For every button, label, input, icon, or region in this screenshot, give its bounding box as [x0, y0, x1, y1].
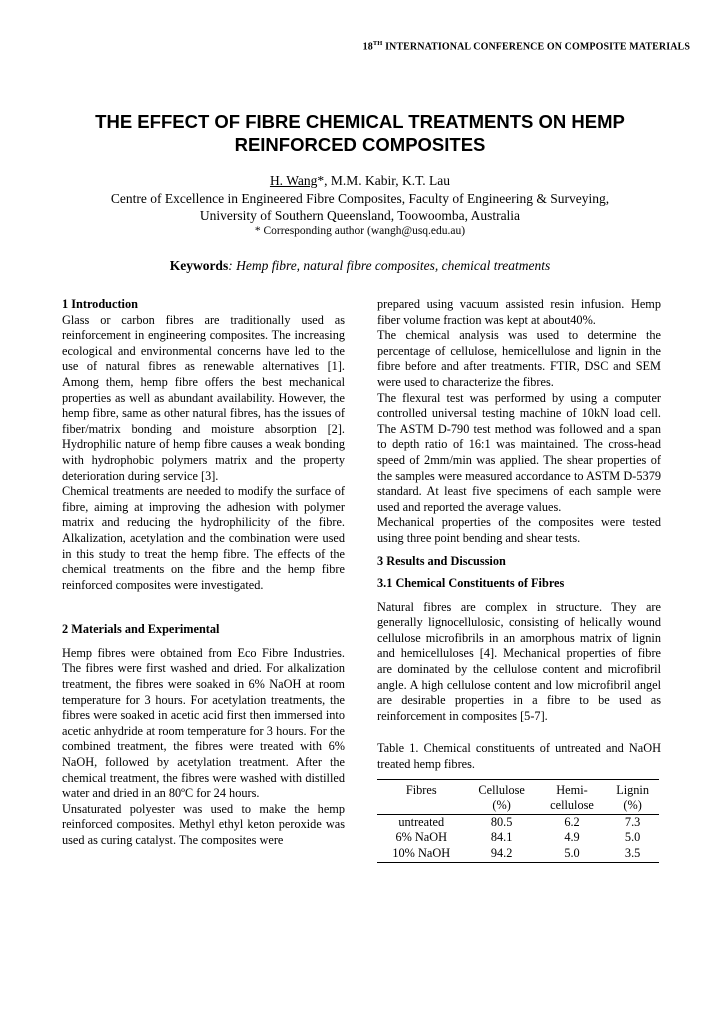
methods-paragraph-1: prepared using vacuum assisted resin infusion. Hemp fiber volume fraction was kept at about40%. [377, 297, 661, 327]
affiliation [40, 190, 680, 224]
table-header-cell: cellulose [538, 798, 606, 814]
left-column [62, 297, 345, 849]
methods-paragraph-2: The chemical analysis was used to determine the percentage of cellulose, hemicellulose and lignin in the fibre before and after treatments. FTIR, DSC and SEM were used to characterize the fibres. [377, 328, 661, 389]
materials-paragraph-1: Hemp fibres were obtained from Eco Fibre Industries. The fibres were first washed and dried. For alkalization treatment, the fibres were soaked in 6% NaOH at room temperature for 3 hours. For acetylation treatments, the fibres were soaked in acetic acid first then immersed into acetic anhydride at room temperature for 3 hours. For the combined treatment, the fibres were treated with 6% NaOH, followed by acetylation treatment. After the chemical treatment, the fibres were washed with distilled water and dried in an 80ºC for 24 hours. [62, 645, 345, 801]
table-row [377, 814, 659, 830]
constituents-table [377, 779, 659, 863]
intro-paragraph-2: Chemical treatments are needed to modify the surface of fibre, aiming at improving the adhesion with polymer matrix and reducing the hydrophilicity of the fibre. Alkalization, acetylation and the combination were used in this study to treat the hemp fibre. The effects of the chemical treatments on the fibre and the hemp fibre reinforced composites were investigated. [62, 484, 345, 592]
affiliation-line-1: Centre of Excellence in Engineered Fibre Composites, Faculty of Engineering & Surveying, [110, 191, 610, 206]
other-authors: *, M.M. Kabir, K.T. Lau [317, 173, 451, 188]
table-caption: Table 1. Chemical constituents of untreated and NaOH treated hemp fibres. [377, 741, 661, 772]
table-cell: 94.2 [465, 846, 537, 862]
results-subheading: 3.1 Chemical Constituents of Fibres [377, 576, 565, 591]
table-header-cell [377, 798, 465, 814]
title-line-1: THE EFFECT OF FIBRE CHEMICAL TREATMENTS ON HEMP [95, 111, 625, 132]
table-cell: 80.5 [490, 814, 513, 829]
header-number: 18 [362, 41, 373, 53]
table-cell: 5.0 [538, 846, 606, 862]
table-row [377, 830, 659, 846]
table-header-cell: Cellulose [465, 779, 537, 798]
author-list [40, 172, 680, 189]
keywords [40, 258, 680, 274]
keywords-label: Keywords [169, 258, 229, 273]
header-text: INTERNATIONAL CONFERENCE ON COMPOSITE MATERIALS [382, 41, 690, 53]
materials-heading: 2 Materials and Experimental [62, 622, 220, 637]
table-header-row [377, 798, 659, 814]
table-header-cell: Fibres [377, 779, 465, 798]
table-cell: untreated [398, 814, 445, 829]
table-cell: 6.2 [564, 814, 580, 829]
table-cell: 10% NaOH [377, 846, 465, 862]
table-cell: 4.9 [564, 830, 580, 845]
header-superscript: TH [372, 40, 383, 47]
table-cell: 3.5 [606, 846, 659, 862]
materials-paragraph-2: Unsaturated polyester was used to make the hemp reinforced composites. Methyl ethyl keton peroxide was used as curing catalyst. The composites were [62, 801, 345, 847]
table-header-row [377, 779, 659, 798]
intro-heading: 1 Introduction [62, 297, 138, 311]
table-header-cell: Lignin [606, 779, 659, 798]
table-cell: 5.0 [624, 830, 641, 845]
paper-title [40, 110, 680, 156]
results-paragraph-1: Natural fibres are complex in structure. They are generally lignocellulosic, consisting of helically wound cellulose microfibrils in an amorphous matrix of lignin and hemicelluloses [4]. Mechanical properties of fibre are dominated by the cellulose content and microfibril angle. A high cellulose content and low microfibril angel are desirable properties in a fibre to be used as reinforcement in composites [5-7]. [377, 599, 661, 723]
table-header-cell: (%) [606, 798, 659, 814]
intro-paragraph-1: Glass or carbon fibres are traditionally used as reinforcement in engineering composites. The increasing ecological and environmental concerns have led to the use of natural fibres as renewable alternatives [1]. Among them, hemp fibre offers the best mechanical properties as well as abundant availability. However, the hemp fibre, same as other natural fibres, has the issues of fiber/matrix bonding and moisture absorption [2]. Hydrophilic nature of hemp fibre causes a weak bonding with hydrophobic polymers matrix and the property deterioration during service [3]. [62, 312, 345, 483]
table-cell: 7.3 [624, 814, 641, 829]
affiliation-line-2: University of Southern Queensland, Toowoomba, Australia [199, 208, 521, 223]
title-line-2: REINFORCED COMPOSITES [234, 134, 486, 155]
keywords-text: : Hemp fibre, natural fibre composites, chemical treatments [228, 258, 551, 273]
table-row [377, 846, 659, 862]
table-cell: 6% NaOH [395, 830, 448, 845]
right-column [377, 297, 661, 863]
methods-paragraph-4: Mechanical properties of the composites were tested using three point bending and shear tests. [377, 515, 661, 545]
lead-author: H. Wang [269, 173, 318, 188]
methods-paragraph-3: The flexural test was performed by using a computer controlled universal testing machine of 10kN load cell. The ASTM D-790 test method was followed and a span to depth ratio of 16:1 was maintained. The cross-head speed of 2mm/min was applied. The shear properties of the samples were measured accordance to ASTM D-5379 standard. At least five specimens of each sample were used and reported the average values. [377, 390, 661, 514]
results-heading: 3 Results and Discussion [377, 553, 506, 568]
table-header-cell: Hemi- [538, 779, 606, 798]
corresponding-author: * Corresponding author (wangh@usq.edu.au) [254, 225, 466, 237]
table-cell: 84.1 [490, 830, 513, 845]
table-header-cell: (%) [465, 798, 537, 814]
running-header [363, 40, 690, 52]
